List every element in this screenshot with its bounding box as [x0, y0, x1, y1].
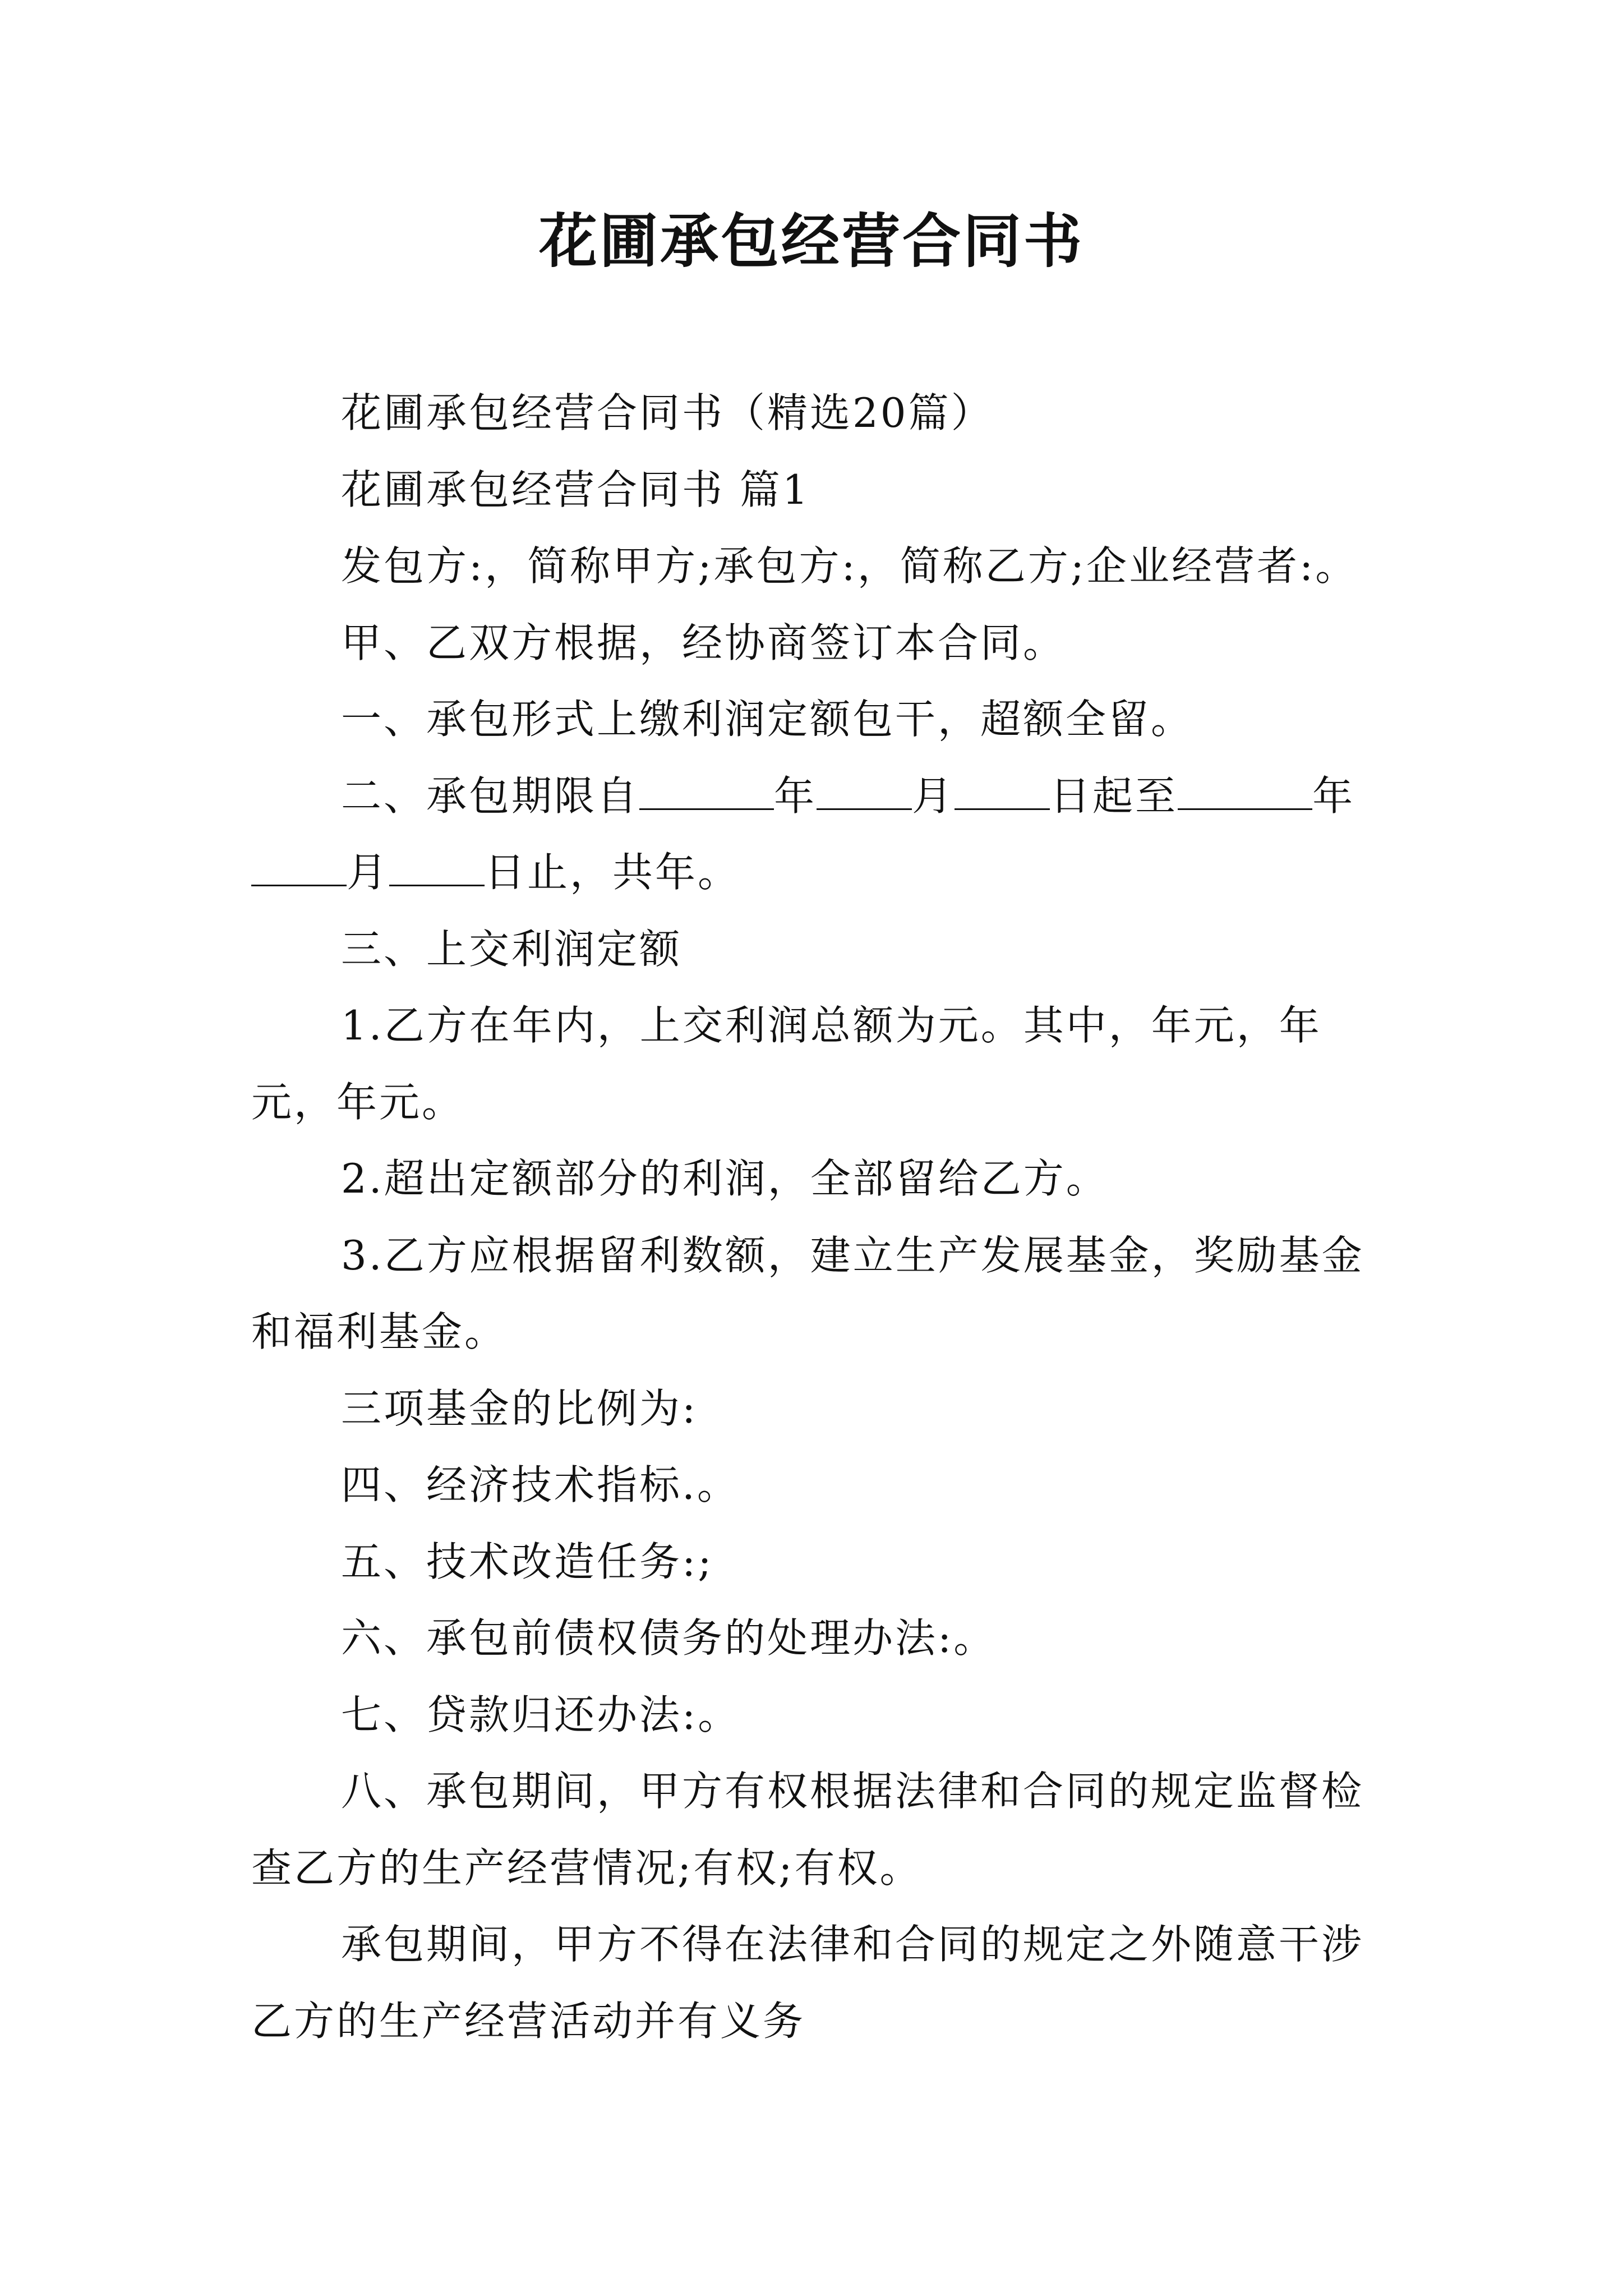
paragraph-clause-4: 四、经济技术指标.。 — [341, 1461, 740, 1508]
paragraph-clause-8: 八、承包期间，甲方有权根据法律和合同的规定监督检查乙方的生产经营情况;有权;有权。 — [251, 1768, 1364, 1892]
document-body — [251, 375, 1395, 2059]
paragraph-fund-ratio: 三项基金的比例为: — [341, 1384, 698, 1432]
paragraph-clause-8-continued: 承包期间，甲方不得在法律和合同的规定之外随意干涉乙方的生产经营活动并有义务 — [251, 1921, 1364, 2045]
paragraph-clause-3: 三、上交利润定额 — [341, 925, 683, 973]
paragraph-clause-2-term — [251, 758, 1395, 911]
paragraph-clause-3-item-2: 2.超出定额部分的利润，全部留给乙方。 — [341, 1155, 1109, 1202]
blank-line — [817, 769, 912, 810]
paragraph-clause-6: 六、承包前债权债务的处理办法:。 — [341, 1614, 997, 1662]
term-month-1: 月 — [912, 772, 955, 820]
term-prefix: 二、承包期限自 — [341, 772, 640, 820]
term-day-from: 日起至 — [1050, 772, 1178, 820]
term-year-1: 年 — [774, 772, 817, 820]
document-title: 花圃承包经营合同书 — [538, 206, 1084, 275]
term-year-2: 年 — [1312, 772, 1355, 820]
paragraph-collection-title: 花圃承包经营合同书（精选20篇） — [341, 389, 994, 436]
paragraph-clause-7: 七、贷款归还办法:。 — [341, 1691, 741, 1738]
paragraph-clause-3-item-3: 3.乙方应根据留利数额，建立生产发展基金，奖励基金和福利基金。 — [251, 1231, 1364, 1355]
paragraph-parties: 发包方:，简称甲方;承包方:，简称乙方;企业经营者:。 — [341, 542, 1358, 590]
blank-line — [1178, 769, 1312, 810]
blank-line — [389, 845, 485, 886]
paragraph-agreement-basis: 甲、乙双方根据，经协商签订本合同。 — [341, 619, 1066, 666]
term-suffix: 日止，共年。 — [485, 849, 741, 896]
paragraph-section-heading: 花圃承包经营合同书 篇1 — [341, 466, 810, 513]
blank-line — [639, 769, 774, 810]
blank-line — [251, 845, 347, 886]
paragraph-clause-1: 一、承包形式上缴利润定额包干，超额全留。 — [341, 696, 1194, 743]
term-month-2: 月 — [347, 849, 390, 896]
blank-line — [955, 769, 1050, 810]
paragraph-clause-3-item-1: 1.乙方在年内，上交利润总额为元。其中，年元，年元，年元。 — [251, 1002, 1322, 1126]
paragraph-clause-5: 五、技术改造任务:; — [341, 1538, 714, 1585]
